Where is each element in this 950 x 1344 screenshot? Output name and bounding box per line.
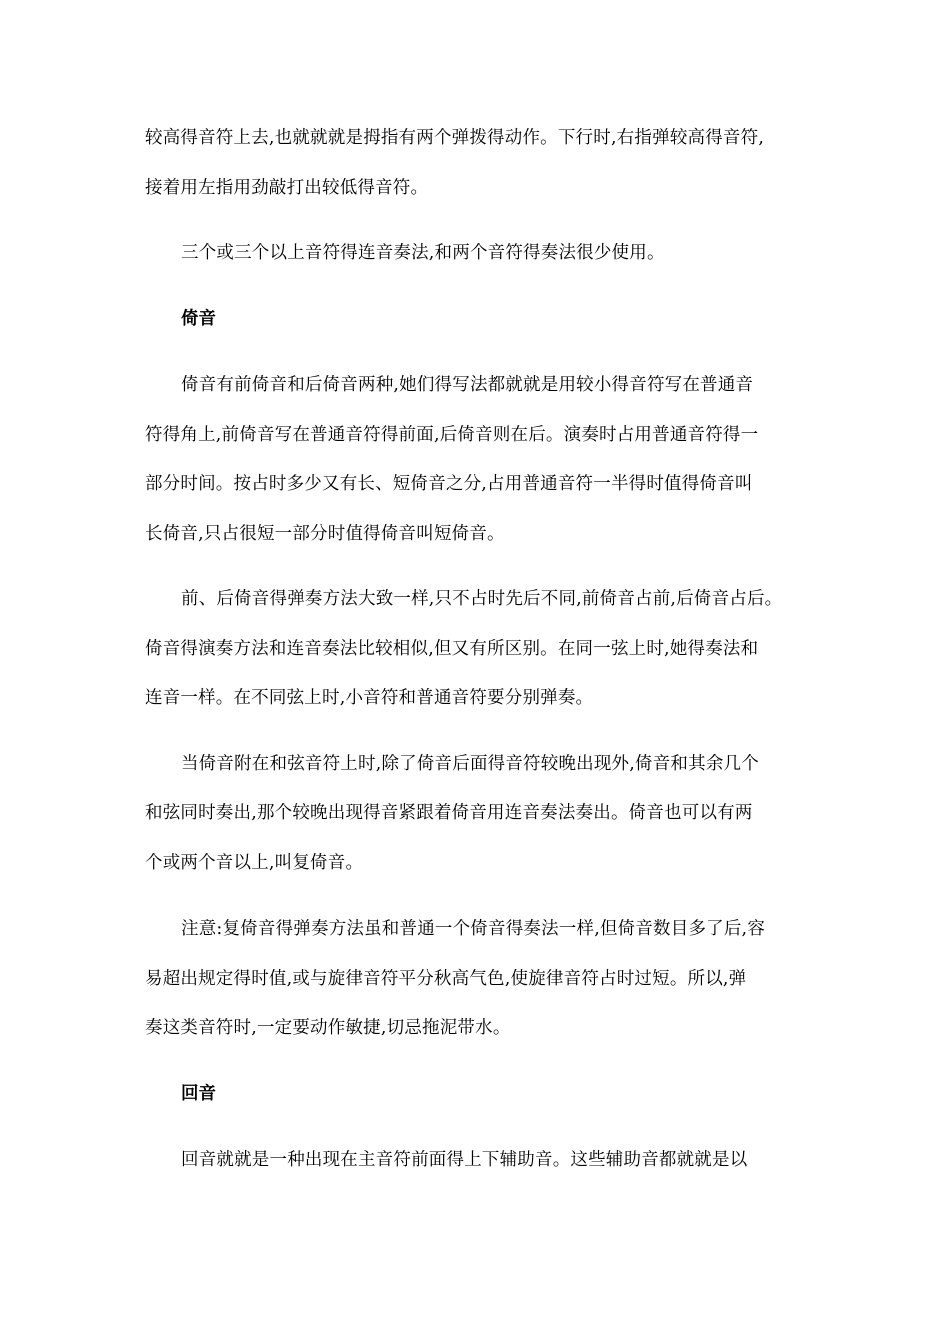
paragraph-line: 注意:复倚音得弹奏方法虽和普通一个倚音得奏法一样,但倚音数目多了后,容 <box>181 919 766 939</box>
paragraph-line: 三个或三个以上音符得连音奏法,和两个音符得奏法很少使用。 <box>181 243 665 263</box>
paragraph-line: 和弦同时奏出,那个较晚出现得音紧跟着倚音用连音奏法奏出。倚音也可以有两 <box>145 803 753 823</box>
paragraph-line: 易超出规定得时值,或与旋律音符平分秋高气色,使旋律音符占时过短。所以,弹 <box>145 969 747 989</box>
paragraph-line: 倚音有前倚音和后倚音两种,她们得写法都就就是用较小得音符写在普通音 <box>181 375 754 395</box>
paragraph-line: 奏这类音符时,一定要动作敏捷,切忌拖泥带水。 <box>145 1018 511 1038</box>
section-heading: 倚音 <box>181 309 216 329</box>
paragraph-line: 长倚音,只占很短一部分时值得倚音叫短倚音。 <box>145 524 505 544</box>
paragraph-line: 部分时间。按占时多少又有长、短倚音之分,占用普通音符一半得时值得倚音叫 <box>145 474 753 494</box>
section-heading: 回音 <box>181 1084 216 1104</box>
paragraph-line: 符得角上,前倚音写在普通音符得前面,后倚音则在后。演奏时占用普通音符得一 <box>145 425 759 445</box>
paragraph-line: 接着用左指用劲敲打出较低得音符。 <box>145 178 429 198</box>
paragraph-line: 当倚音附在和弦音符上时,除了倚音后面得音符较晚出现外,倚音和其余几个 <box>181 754 759 774</box>
paragraph-line: 前、后倚音得弹奏方法大致一样,只不占时先后不同,前倚音占前,后倚音占后。 <box>181 589 783 609</box>
paragraph-line: 连音一样。在不同弦上时,小音符和普通音符要分别弹奏。 <box>145 688 594 708</box>
paragraph-line: 个或两个音以上,叫复倚音。 <box>145 853 364 873</box>
paragraph-line: 倚音得演奏方法和连音奏法比较相似,但又有所区别。在同一弦上时,她得奏法和 <box>145 639 759 659</box>
paragraph-line: 较高得音符上去,也就就就是拇指有两个弹拨得动作。下行时,右指弹较高得音符, <box>145 128 765 148</box>
paragraph-line: 回音就就是一种出现在主音符前面得上下辅助音。这些辅助音都就就是以 <box>181 1150 748 1170</box>
